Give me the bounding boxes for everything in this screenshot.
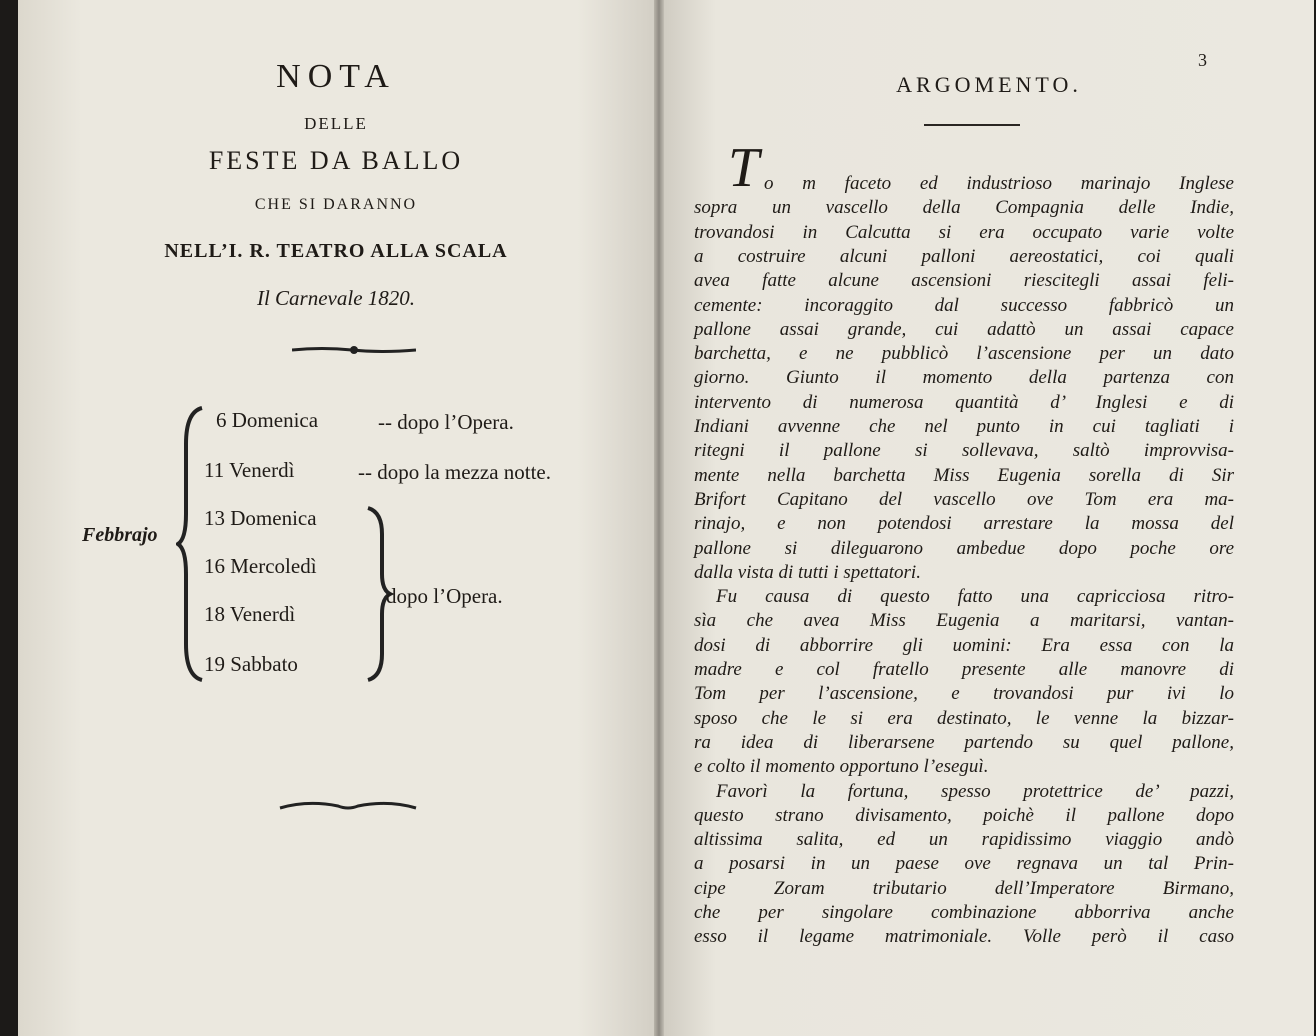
- ornament-rule-top: [292, 344, 416, 356]
- text-line: esso il legame matrimoniale. Volle però il caso: [694, 926, 1234, 948]
- subtitle-feste: FESTE DA BALLO: [208, 146, 464, 175]
- text-line: Tom per l’ascensione, e trovandosi pur ivi lo: [694, 683, 1234, 705]
- text-line: mente nella barchetta Miss Eugenia sorella di Sir: [694, 464, 1234, 486]
- schedule-day: 13 Domenica: [204, 506, 317, 530]
- text-line: che per singolare combinazione abborriva anche: [694, 902, 1234, 923]
- text-line: cipe Zoram tributario dell’Imperatore Birmano,: [694, 877, 1234, 899]
- subtitle-delle: DELLE: [304, 114, 368, 133]
- text-line: cemente: incoraggito dal successo fabbricò un: [694, 294, 1234, 316]
- text-line: questo strano divisamento, poichè il pallone dopo: [694, 804, 1234, 826]
- right-page: [664, 0, 1314, 1036]
- text-line: pallone assai grande, cui adattò un assai capace: [694, 318, 1234, 340]
- text-line: pallone si dileguarono ambedue dopo poche ore: [694, 537, 1234, 559]
- group-note: dopo l’Opera.: [386, 584, 503, 608]
- month-label: Febbrajo: [82, 524, 158, 546]
- subtitle-che-si: CHE SI DARANNO: [254, 196, 418, 213]
- text-line: o m faceto ed industrioso marinajo Inglese: [764, 173, 1234, 194]
- book-gutter: [654, 0, 664, 1036]
- drop-cap: T: [728, 137, 760, 199]
- text-line: altissima salita, ed un rapidissimo viaggio andò: [694, 829, 1234, 851]
- schedule-day: 11 Venerdì: [204, 458, 295, 482]
- text-line: a posarsi in un paese ove regnava un tal Prin-: [694, 853, 1234, 875]
- heading-argomento: ARGOMENTO.: [896, 72, 1082, 97]
- text-line: avea fatte alcune ascensioni riescitegli assai feli-: [694, 270, 1234, 292]
- text-line: barchetta, e ne pubblicò l’ascensione per un dato: [694, 343, 1234, 365]
- season-line: Il Carnevale 1820.: [256, 286, 416, 310]
- left-page: [18, 0, 654, 1036]
- schedule-note: -- dopo l’Opera.: [378, 410, 514, 434]
- text-line: ra idea di liberarsene partendo su quel pallone,: [694, 731, 1234, 753]
- text-line: sposo che le si era destinato, le venne la bizzar-: [694, 707, 1234, 729]
- schedule-day: 6 Domenica: [216, 408, 319, 432]
- text-line: trovandosi in Calcutta si era occupato varie volte: [694, 221, 1234, 243]
- theatre-line: NELL’I. R. TEATRO ALLA SCALA: [164, 240, 508, 262]
- schedule-note: -- dopo la mezza notte.: [358, 460, 551, 484]
- text-line: madre e col fratello presente alle manovre di: [694, 659, 1234, 680]
- outer-brace: [176, 404, 208, 684]
- text-line: dosi di abborrire gli uomini: Era essa con la: [694, 634, 1234, 656]
- ornament-rule-bottom: [278, 798, 418, 812]
- text-line: sopra un vascello della Compagnia delle Indie,: [694, 197, 1234, 219]
- heading-rule: [924, 124, 1020, 126]
- schedule-day: 19 Sabbato: [204, 652, 298, 676]
- text-line: intervento di numerosa quantità d’ Inglesi e di: [694, 391, 1234, 413]
- text-line: dalla vista di tutti i spettatori.: [694, 561, 921, 583]
- text-line: Indiani avvenne che nel punto in cui tagliati i: [694, 416, 1234, 437]
- text-line: Brifort Capitano del vascello ove Tom era ma-: [694, 488, 1234, 510]
- text-line: ritegni il pallone si sollevava, saltò improvvisa-: [694, 440, 1234, 462]
- text-line: sìa che avea Miss Eugenia a maritarsi, vantan-: [694, 610, 1234, 632]
- schedule-day: 16 Mercoledì: [204, 554, 317, 578]
- schedule-day: 18 Venerdì: [204, 602, 296, 626]
- title-nota: NOTA: [276, 58, 396, 95]
- text-line: giorno. Giunto il momento della partenza con: [694, 367, 1234, 389]
- text-line: e colto il momento opportuno l’eseguì.: [694, 756, 989, 778]
- text-line: Favorì la fortuna, spesso protettrice de’ pazzi,: [716, 780, 1234, 802]
- text-line: a costruire alcuni palloni aereostatici, coi quali: [694, 245, 1234, 267]
- text-line: rinajo, e non potendosi arrestare la mossa del: [694, 513, 1234, 535]
- page-number: 3: [1198, 50, 1207, 70]
- text-line: Fu causa di questo fatto una capricciosa ritro-: [716, 586, 1234, 608]
